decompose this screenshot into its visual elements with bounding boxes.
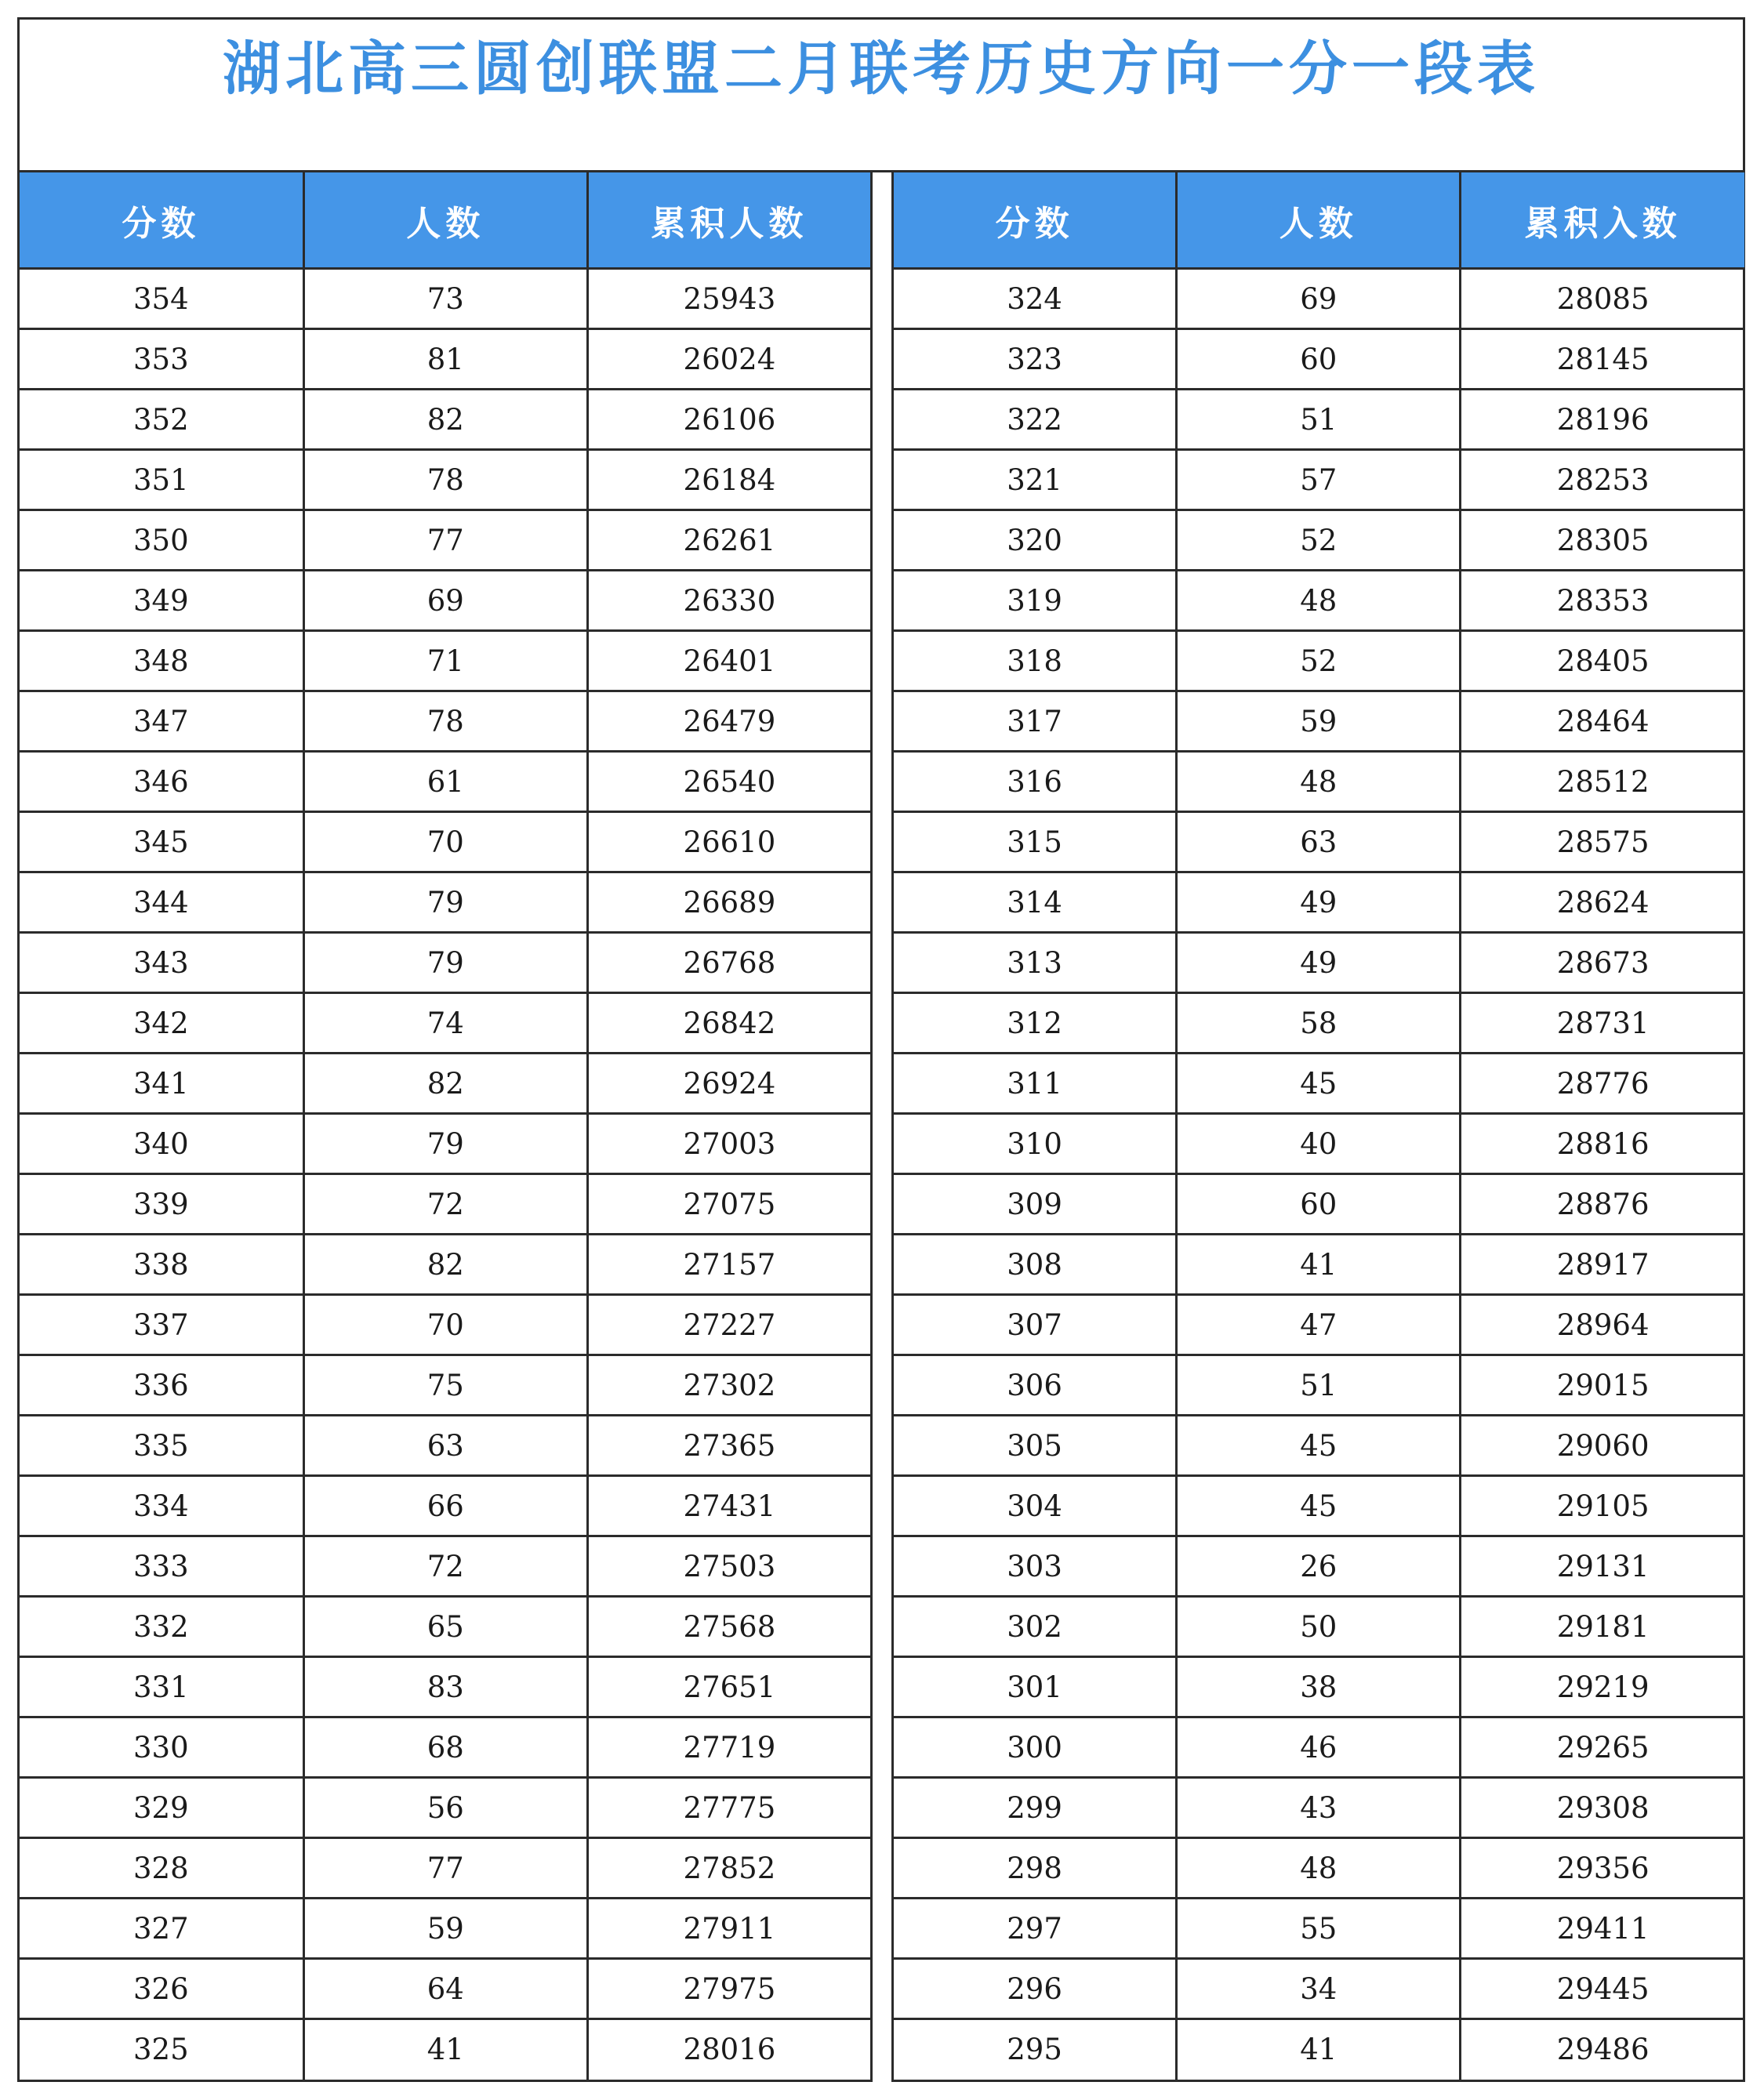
cell-score: 342: [20, 993, 303, 1054]
table-row: [893, 269, 1745, 329]
cell-cumulative: 26106: [587, 390, 871, 450]
cell-count: 46: [1177, 1717, 1461, 1778]
cell-score: 347: [20, 691, 303, 752]
cell-cumulative: 27503: [587, 1536, 871, 1597]
cell-score: 338: [20, 1235, 303, 1295]
cell-score: 334: [20, 1476, 303, 1536]
cell-cumulative: 29308: [1461, 1778, 1744, 1838]
cell-count: 81: [303, 329, 587, 390]
table-row: [893, 329, 1745, 390]
cell-count: 48: [1177, 752, 1461, 812]
cell-cumulative: 25943: [587, 269, 871, 329]
table-row: [893, 1355, 1745, 1416]
table-row: [20, 631, 872, 691]
table-row: [893, 390, 1745, 450]
cell-cumulative: 28405: [1461, 631, 1744, 691]
table-row: [20, 993, 872, 1054]
cell-cumulative: 26610: [587, 812, 871, 872]
table-row: [20, 1476, 872, 1536]
cell-score: 336: [20, 1355, 303, 1416]
table-row: [893, 1295, 1745, 1355]
cell-score: 324: [893, 269, 1177, 329]
cell-count: 56: [303, 1778, 587, 1838]
cell-count: 77: [303, 1838, 587, 1899]
cell-cumulative: 26401: [587, 631, 871, 691]
cell-cumulative: 27075: [587, 1174, 871, 1235]
cell-score: 351: [20, 450, 303, 510]
cell-score: 312: [893, 993, 1177, 1054]
cell-cumulative: 27975: [587, 1959, 871, 2019]
cell-cumulative: 29265: [1461, 1717, 1744, 1778]
cell-cumulative: 28816: [1461, 1114, 1744, 1174]
cell-count: 72: [303, 1536, 587, 1597]
cell-count: 61: [303, 752, 587, 812]
table-row: [20, 571, 872, 631]
table-row: [20, 1899, 872, 1959]
cell-count: 73: [303, 269, 587, 329]
table-row: [20, 872, 872, 933]
table-row: [893, 1657, 1745, 1717]
table-row: [20, 1054, 872, 1114]
column-header-score: 分数: [20, 172, 303, 269]
cell-count: 60: [1177, 329, 1461, 390]
cell-count: 82: [303, 1054, 587, 1114]
cell-cumulative: 28196: [1461, 390, 1744, 450]
cell-score: 325: [20, 2019, 303, 2080]
cell-cumulative: 26330: [587, 571, 871, 631]
cell-count: 77: [303, 510, 587, 571]
table-row: [20, 1295, 872, 1355]
cell-count: 70: [303, 1295, 587, 1355]
cell-cumulative: 26768: [587, 933, 871, 993]
cell-score: 348: [20, 631, 303, 691]
cell-cumulative: 27568: [587, 1597, 871, 1657]
table-row: [20, 1536, 872, 1597]
table-body-left: [20, 269, 872, 2080]
cell-score: 302: [893, 1597, 1177, 1657]
cell-cumulative: 27157: [587, 1235, 871, 1295]
table-row: [20, 1416, 872, 1476]
table-row: [20, 1597, 872, 1657]
cell-score: 329: [20, 1778, 303, 1838]
cell-count: 41: [1177, 1235, 1461, 1295]
cell-count: 79: [303, 1114, 587, 1174]
score-table-left: [20, 172, 873, 2080]
cell-count: 52: [1177, 510, 1461, 571]
cell-cumulative: 27719: [587, 1717, 871, 1778]
cell-score: 331: [20, 1657, 303, 1717]
cell-count: 83: [303, 1657, 587, 1717]
cell-score: 354: [20, 269, 303, 329]
cell-count: 82: [303, 390, 587, 450]
table-row: [893, 812, 1745, 872]
cell-cumulative: 29411: [1461, 1899, 1744, 1959]
table-row: [20, 933, 872, 993]
cell-count: 41: [1177, 2019, 1461, 2080]
table-row: [893, 1054, 1745, 1114]
cell-score: 327: [20, 1899, 303, 1959]
cell-cumulative: 28731: [1461, 993, 1744, 1054]
table-row: [893, 1536, 1745, 1597]
score-table-document: [17, 17, 1745, 2082]
cell-score: 339: [20, 1174, 303, 1235]
cell-cumulative: 28253: [1461, 450, 1744, 510]
cell-count: 48: [1177, 1838, 1461, 1899]
cell-count: 71: [303, 631, 587, 691]
table-row: [893, 450, 1745, 510]
table-row: [20, 1114, 872, 1174]
cell-count: 69: [1177, 269, 1461, 329]
cell-score: 322: [893, 390, 1177, 450]
table-row: [893, 872, 1745, 933]
column-header-count: 人数: [303, 172, 587, 269]
header-row: [20, 172, 872, 269]
cell-cumulative: 28353: [1461, 571, 1744, 631]
cell-score: 349: [20, 571, 303, 631]
cell-count: 51: [1177, 390, 1461, 450]
cell-count: 78: [303, 691, 587, 752]
cell-count: 57: [1177, 450, 1461, 510]
cell-cumulative: 27911: [587, 1899, 871, 1959]
score-table-right-grid: [891, 172, 1744, 2080]
cell-count: 79: [303, 933, 587, 993]
table-row: [893, 571, 1745, 631]
cell-count: 45: [1177, 1054, 1461, 1114]
cell-score: 298: [893, 1838, 1177, 1899]
table-row: [893, 1778, 1745, 1838]
title-area: [20, 20, 1743, 172]
cell-score: 297: [893, 1899, 1177, 1959]
cell-score: 330: [20, 1717, 303, 1778]
cell-score: 335: [20, 1416, 303, 1476]
cell-count: 45: [1177, 1416, 1461, 1476]
cell-cumulative: 29131: [1461, 1536, 1744, 1597]
cell-cumulative: 27227: [587, 1295, 871, 1355]
table-row: [20, 1657, 872, 1717]
table-row: [20, 2019, 872, 2080]
table-row: [20, 691, 872, 752]
cell-count: 45: [1177, 1476, 1461, 1536]
cell-count: 63: [1177, 812, 1461, 872]
cell-cumulative: 27775: [587, 1778, 871, 1838]
score-table-left-grid: [20, 172, 873, 2080]
cell-count: 59: [1177, 691, 1461, 752]
cell-cumulative: 26540: [587, 752, 871, 812]
table-row: [893, 510, 1745, 571]
table-row: [20, 1717, 872, 1778]
cell-cumulative: 26689: [587, 872, 871, 933]
cell-score: 323: [893, 329, 1177, 390]
cell-count: 75: [303, 1355, 587, 1416]
cell-count: 68: [303, 1717, 587, 1778]
table-row: [893, 1959, 1745, 2019]
cell-cumulative: 29445: [1461, 1959, 1744, 2019]
cell-cumulative: 28464: [1461, 691, 1744, 752]
cell-score: 345: [20, 812, 303, 872]
cell-score: 346: [20, 752, 303, 812]
table-row: [20, 510, 872, 571]
table-row: [893, 933, 1745, 993]
cell-cumulative: 29015: [1461, 1355, 1744, 1416]
cell-score: 326: [20, 1959, 303, 2019]
table-row: [893, 691, 1745, 752]
cell-count: 52: [1177, 631, 1461, 691]
cell-cumulative: 27651: [587, 1657, 871, 1717]
table-row: [20, 390, 872, 450]
cell-score: 317: [893, 691, 1177, 752]
cell-cumulative: 28512: [1461, 752, 1744, 812]
cell-score: 353: [20, 329, 303, 390]
cell-score: 321: [893, 450, 1177, 510]
cell-cumulative: 28673: [1461, 933, 1744, 993]
table-row: [20, 752, 872, 812]
cell-count: 50: [1177, 1597, 1461, 1657]
cell-cumulative: 28575: [1461, 812, 1744, 872]
cell-cumulative: 29486: [1461, 2019, 1744, 2080]
cell-cumulative: 29181: [1461, 1597, 1744, 1657]
cell-cumulative: 28016: [587, 2019, 871, 2080]
table-row: [893, 1838, 1745, 1899]
cell-count: 66: [303, 1476, 587, 1536]
cell-cumulative: 28145: [1461, 329, 1744, 390]
table-row: [893, 2019, 1745, 2080]
table-row: [893, 1235, 1745, 1295]
cell-count: 72: [303, 1174, 587, 1235]
cell-score: 300: [893, 1717, 1177, 1778]
cell-cumulative: 29219: [1461, 1657, 1744, 1717]
cell-score: 313: [893, 933, 1177, 993]
cell-cumulative: 29356: [1461, 1838, 1744, 1899]
cell-count: 40: [1177, 1114, 1461, 1174]
header-row: [893, 172, 1745, 269]
cell-count: 49: [1177, 872, 1461, 933]
cell-count: 58: [1177, 993, 1461, 1054]
cell-cumulative: 28085: [1461, 269, 1744, 329]
cell-count: 64: [303, 1959, 587, 2019]
table-row: [20, 1778, 872, 1838]
cell-cumulative: 27852: [587, 1838, 871, 1899]
cell-cumulative: 26479: [587, 691, 871, 752]
score-table-right: [891, 172, 1744, 2080]
cell-score: 311: [893, 1054, 1177, 1114]
cell-score: 341: [20, 1054, 303, 1114]
cell-score: 296: [893, 1959, 1177, 2019]
cell-cumulative: 28305: [1461, 510, 1744, 571]
cell-cumulative: 28876: [1461, 1174, 1744, 1235]
table-row: [20, 1959, 872, 2019]
cell-count: 34: [1177, 1959, 1461, 2019]
table-row: [893, 1899, 1745, 1959]
cell-count: 26: [1177, 1536, 1461, 1597]
cell-score: 328: [20, 1838, 303, 1899]
cell-score: 343: [20, 933, 303, 993]
cell-score: 332: [20, 1597, 303, 1657]
cell-count: 74: [303, 993, 587, 1054]
cell-score: 344: [20, 872, 303, 933]
table-row: [20, 329, 872, 390]
cell-count: 48: [1177, 571, 1461, 631]
cell-count: 55: [1177, 1899, 1461, 1959]
page-title: 湖北高三圆创联盟二月联考历史方向一分一段表: [223, 35, 1540, 103]
cell-cumulative: 26024: [587, 329, 871, 390]
cell-count: 63: [303, 1416, 587, 1476]
table-row: [20, 1355, 872, 1416]
cell-cumulative: 29105: [1461, 1476, 1744, 1536]
table-gap: [873, 172, 891, 2082]
table-row: [20, 269, 872, 329]
cell-count: 47: [1177, 1295, 1461, 1355]
cell-cumulative: 27431: [587, 1476, 871, 1536]
cell-count: 70: [303, 812, 587, 872]
cell-count: 43: [1177, 1778, 1461, 1838]
cell-cumulative: 27365: [587, 1416, 871, 1476]
cell-count: 60: [1177, 1174, 1461, 1235]
cell-score: 309: [893, 1174, 1177, 1235]
cell-count: 41: [303, 2019, 587, 2080]
column-header-cumulative: 累积入数: [1461, 172, 1744, 269]
cell-score: 350: [20, 510, 303, 571]
cell-count: 51: [1177, 1355, 1461, 1416]
cell-count: 65: [303, 1597, 587, 1657]
column-header-score: 分数: [893, 172, 1177, 269]
column-header-count: 人数: [1177, 172, 1461, 269]
cell-count: 69: [303, 571, 587, 631]
cell-score: 319: [893, 571, 1177, 631]
cell-cumulative: 26842: [587, 993, 871, 1054]
table-row: [20, 1838, 872, 1899]
table-row: [893, 1114, 1745, 1174]
cell-count: 49: [1177, 933, 1461, 993]
cell-cumulative: 29060: [1461, 1416, 1744, 1476]
cell-count: 79: [303, 872, 587, 933]
table-row: [893, 1717, 1745, 1778]
cell-cumulative: 26184: [587, 450, 871, 510]
cell-score: 303: [893, 1536, 1177, 1597]
cell-cumulative: 28964: [1461, 1295, 1744, 1355]
cell-cumulative: 28624: [1461, 872, 1744, 933]
cell-cumulative: 28776: [1461, 1054, 1744, 1114]
cell-count: 78: [303, 450, 587, 510]
table-row: [20, 1174, 872, 1235]
cell-score: 314: [893, 872, 1177, 933]
table-row: [20, 812, 872, 872]
cell-score: 306: [893, 1355, 1177, 1416]
cell-score: 337: [20, 1295, 303, 1355]
cell-count: 38: [1177, 1657, 1461, 1717]
cell-cumulative: 27003: [587, 1114, 871, 1174]
cell-cumulative: 28917: [1461, 1235, 1744, 1295]
cell-score: 301: [893, 1657, 1177, 1717]
cell-score: 295: [893, 2019, 1177, 2080]
cell-score: 315: [893, 812, 1177, 872]
cell-score: 304: [893, 1476, 1177, 1536]
cell-cumulative: 26261: [587, 510, 871, 571]
cell-score: 316: [893, 752, 1177, 812]
table-row: [893, 1174, 1745, 1235]
cell-score: 318: [893, 631, 1177, 691]
cell-score: 305: [893, 1416, 1177, 1476]
cell-count: 82: [303, 1235, 587, 1295]
table-row: [893, 1597, 1745, 1657]
table-row: [893, 752, 1745, 812]
cell-cumulative: 27302: [587, 1355, 871, 1416]
table-row: [20, 1235, 872, 1295]
cell-score: 352: [20, 390, 303, 450]
table-row: [893, 1416, 1745, 1476]
cell-count: 59: [303, 1899, 587, 1959]
cell-score: 308: [893, 1235, 1177, 1295]
table-row: [893, 993, 1745, 1054]
cell-score: 340: [20, 1114, 303, 1174]
table-row: [893, 631, 1745, 691]
cell-score: 320: [893, 510, 1177, 571]
cell-score: 310: [893, 1114, 1177, 1174]
cell-score: 333: [20, 1536, 303, 1597]
table-row: [20, 450, 872, 510]
table-body-right: [893, 269, 1745, 2080]
cell-cumulative: 26924: [587, 1054, 871, 1114]
table-row: [893, 1476, 1745, 1536]
cell-score: 307: [893, 1295, 1177, 1355]
column-header-cumulative: 累积人数: [587, 172, 871, 269]
cell-score: 299: [893, 1778, 1177, 1838]
